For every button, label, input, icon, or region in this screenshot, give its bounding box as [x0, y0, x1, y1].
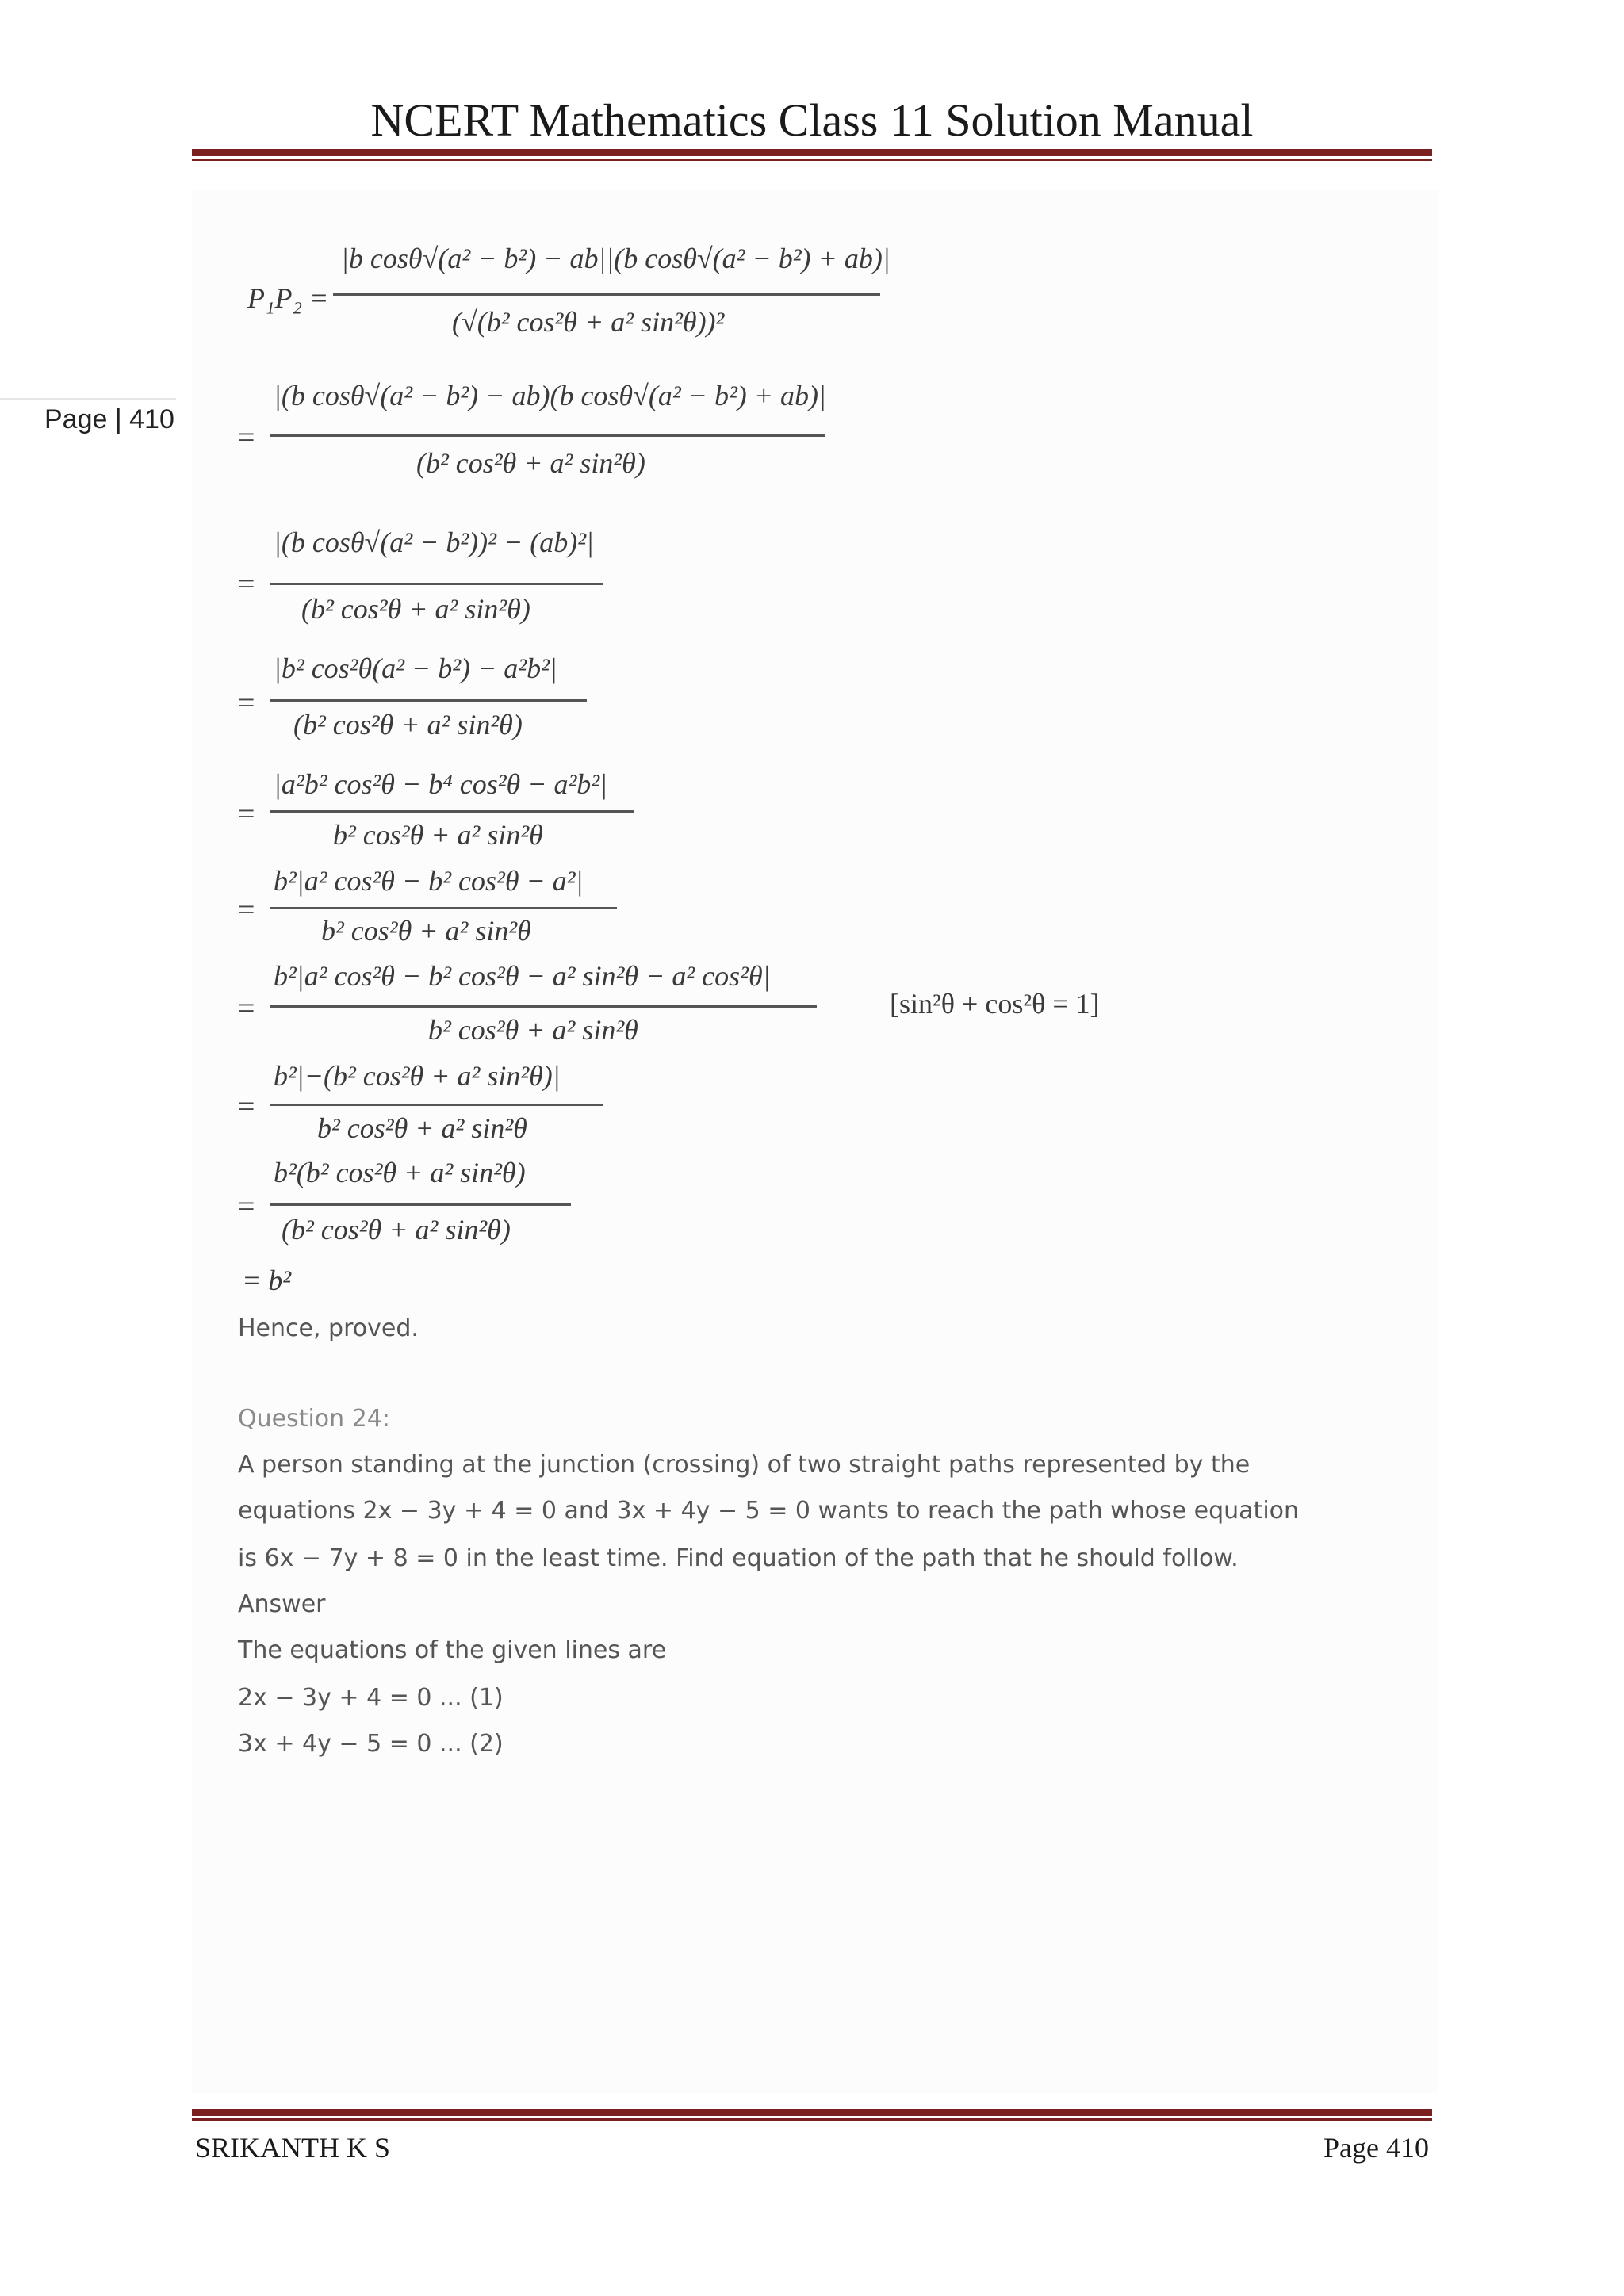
header-rule-thin	[192, 159, 1432, 161]
question-line-2: equations 2x − 3y + 4 = 0 and 3x + 4y − 5 = 0 wants to reach the path whose equation	[238, 1497, 1300, 1525]
math-step-4-numerator: |b² cos²θ(a² − b²) − a²b²|	[274, 652, 557, 684]
math-step-4-denominator: (b² cos²θ + a² sin²θ)	[293, 709, 523, 740]
math-step-8-bar	[270, 1104, 603, 1106]
given-lines-text: The equations of the given lines are	[238, 1636, 667, 1664]
hence-proved-text: Hence, proved.	[238, 1314, 419, 1342]
math-step-8-denominator: b² cos²θ + a² sin²θ	[317, 1112, 527, 1144]
math-step-2-numerator: |(b cosθ√(a² − b²) − ab)(b cosθ√(a² − b²) + ab)|	[274, 380, 826, 411]
question-line-3: is 6x − 7y + 8 = 0 in the least time. Find equation of the path that he should follow.	[238, 1544, 1239, 1572]
math-step-1-numerator: |b cosθ√(a² − b²) − ab||(b cosθ√(a² − b²) + ab)|	[341, 243, 891, 274]
math-step-6-denominator: b² cos²θ + a² sin²θ	[321, 915, 531, 947]
math-step-3-denominator: (b² cos²θ + a² sin²θ)	[301, 593, 530, 625]
math-step-5-bar	[270, 810, 634, 813]
equals-sign: =	[238, 1190, 255, 1223]
equals-sign: =	[238, 1090, 255, 1123]
math-step-1-denominator: (√(b² cos²θ + a² sin²θ))²	[452, 306, 725, 338]
math-step-4-bar	[270, 699, 587, 702]
footer-rule-thick	[192, 2109, 1432, 2116]
equation-1: 2x − 3y + 4 = 0 ... (1)	[238, 1684, 504, 1712]
page-header-title: NCERT Mathematics Class 11 Solution Manual	[370, 94, 1254, 146]
math-step-7-denominator: b² cos²θ + a² sin²θ	[428, 1014, 638, 1046]
math-step-3-numerator: |(b cosθ√(a² − b²))² − (ab)²|	[274, 526, 594, 558]
equals-sign: =	[238, 992, 255, 1025]
math-step-7-bar	[270, 1005, 817, 1008]
math-step-6-numerator: b²|a² cos²θ − b² cos²θ − a²|	[274, 865, 584, 897]
equals-sign: =	[238, 687, 255, 720]
footer-page-number: Page 410	[1323, 2132, 1429, 2164]
header-rule-thick	[192, 149, 1432, 156]
equals-sign: =	[238, 568, 255, 601]
math-step-9-bar	[270, 1203, 571, 1206]
math-step-2-bar	[270, 434, 825, 437]
equals-sign: =	[238, 421, 255, 454]
math-step-5-numerator: |a²b² cos²θ − b⁴ cos²θ − a²b²|	[274, 768, 607, 800]
equals-sign: =	[238, 798, 255, 831]
answer-label: Answer	[238, 1590, 326, 1618]
math-step-5-denominator: b² cos²θ + a² sin²θ	[333, 819, 543, 851]
footer-author: SRIKANTH K S	[195, 2132, 391, 2164]
math-step-2-denominator: (b² cos²θ + a² sin²θ)	[416, 447, 645, 479]
math-step-9-numerator: b²(b² cos²θ + a² sin²θ)	[274, 1157, 526, 1188]
side-page-label: Page | 410	[44, 404, 174, 434]
equation-2: 3x + 4y − 5 = 0 ... (2)	[238, 1730, 504, 1758]
math-step-9-denominator: (b² cos²θ + a² sin²θ)	[282, 1214, 511, 1246]
math-lhs: P₁P₂ =	[247, 282, 329, 314]
math-step-1-bar	[333, 293, 880, 296]
equals-sign: =	[238, 894, 255, 927]
footer-rule-thin	[192, 2118, 1432, 2121]
math-step-8-numerator: b²|−(b² cos²θ + a² sin²θ)|	[274, 1060, 561, 1092]
math-final-result: = b²	[242, 1265, 292, 1296]
math-step-6-bar	[270, 907, 617, 909]
math-step-7-numerator: b²|a² cos²θ − b² cos²θ − a² sin²θ − a² cos²θ|	[274, 960, 771, 992]
question-heading: Question 24:	[238, 1405, 390, 1433]
side-divider	[0, 398, 176, 400]
identity-note: [sin²θ + cos²θ = 1]	[890, 988, 1100, 1020]
question-line-1: A person standing at the junction (crossing) of two straight paths represented by the	[238, 1451, 1251, 1479]
math-step-3-bar	[270, 583, 603, 585]
